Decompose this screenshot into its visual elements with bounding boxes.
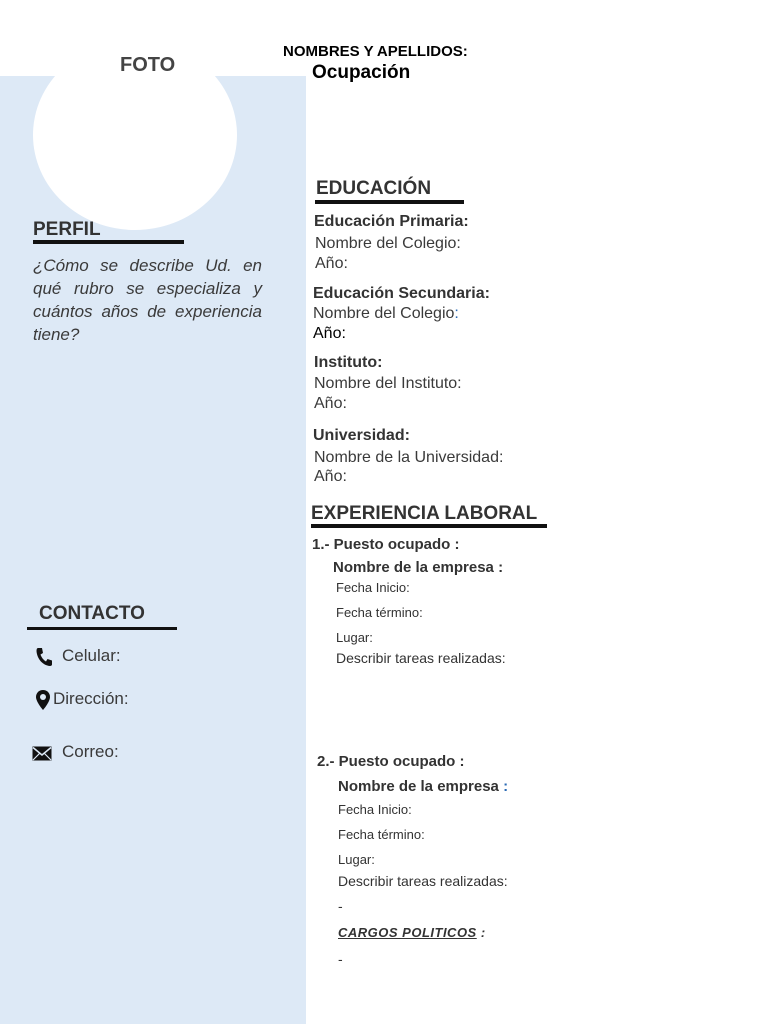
job2-company: Nombre de la empresa : [338, 778, 509, 795]
location-pin-icon [35, 689, 51, 711]
edu-primary-school: Nombre del Colegio: [315, 235, 461, 252]
profile-divider [33, 240, 184, 244]
job1-tasks: Describir tareas realizadas: [336, 650, 506, 666]
contact-title: CONTACTO [39, 603, 145, 624]
edu-primary-heading: Educación Primaria: [314, 213, 469, 230]
occupation-label: Ocupación [312, 62, 411, 83]
job2-tasks: Describir tareas realizadas: [338, 873, 508, 889]
education-divider [315, 200, 464, 204]
job2-position: 2.- Puesto ocupado : [317, 753, 465, 770]
edu-primary-year: Año: [315, 255, 348, 272]
job2-dash: - [338, 898, 343, 914]
edu-university-school: Nombre de la Universidad: [314, 449, 504, 466]
job1-company: Nombre de la empresa : [333, 559, 504, 576]
contact-divider [27, 627, 177, 630]
envelope-icon [32, 746, 52, 761]
edu-institute-school: Nombre del Instituto: [314, 375, 462, 392]
experience-divider [311, 524, 547, 528]
job2-start: Fecha Inicio: [338, 802, 412, 817]
profile-text: ¿Cómo se describe Ud. en qué rubro se especializa y cuántos años de experiencia tiene? [33, 256, 262, 344]
edu-institute-year: Año: [314, 395, 347, 412]
edu-secondary-year: Año: [313, 325, 346, 342]
job1-place: Lugar: [336, 630, 373, 645]
education-title: EDUCACIÓN [316, 178, 432, 199]
name-label: NOMBRES Y APELLIDOS: [283, 43, 468, 60]
edu-university-year: Año: [314, 468, 347, 485]
experience-title: EXPERIENCIA LABORAL [311, 503, 538, 524]
edu-secondary-school: Nombre del Colegio: [313, 305, 459, 322]
phone-icon [35, 647, 53, 667]
edu-institute-heading: Instituto: [314, 354, 383, 371]
political-positions-label: CARGOS POLITICOS : [338, 925, 486, 940]
profile-title: PERFIL [33, 219, 101, 240]
job1-start: Fecha Inicio: [336, 580, 410, 595]
contact-phone-label: Celular: [62, 646, 121, 665]
edu-university-heading: Universidad: [313, 427, 410, 444]
political-dash: - [338, 951, 343, 967]
job1-end: Fecha término: [336, 605, 423, 620]
job2-place: Lugar: [338, 852, 375, 867]
photo-label: FOTO [120, 54, 176, 76]
job2-end: Fecha término: [338, 827, 425, 842]
contact-address-label: Dirección: [53, 689, 129, 708]
edu-secondary-heading: Educación Secundaria: [313, 285, 490, 302]
job1-position: 1.- Puesto ocupado : [312, 536, 460, 553]
contact-email-label: Correo: [62, 742, 119, 761]
